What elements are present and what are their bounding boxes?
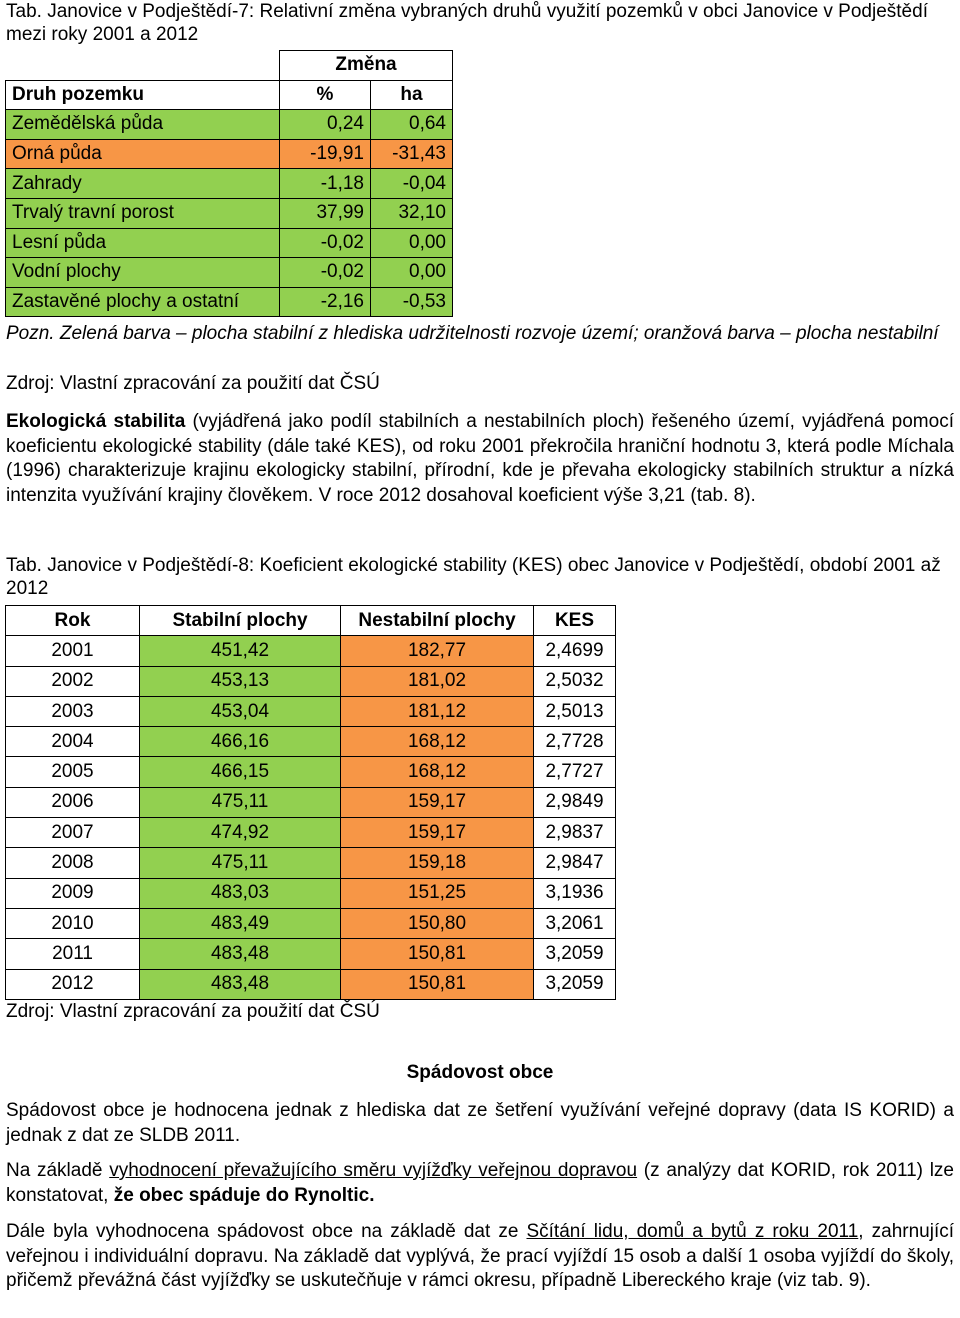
- table-row: [6, 787, 616, 817]
- table1-source: Zdroj: Vlastní zpracování za použití dat ČSÚ: [6, 373, 380, 394]
- cell-year: 2007: [6, 818, 140, 848]
- table1-note: Pozn. Zelená barva – plocha stabilní z hlediska udržitelnosti rozvoje území; oranžová barva – plocha nestabilní: [6, 323, 939, 344]
- cell-year: 2008: [6, 848, 140, 878]
- section-paragraph-3: [6, 1220, 954, 1294]
- table-row: [6, 727, 616, 757]
- cell-stable: 475,11: [140, 848, 341, 878]
- kes-table: [5, 605, 616, 1000]
- cell-year: 2003: [6, 696, 140, 726]
- cell-year: 2012: [6, 969, 140, 999]
- cell-pct: 0,24: [280, 110, 371, 140]
- cell-ha: 0,00: [371, 228, 453, 258]
- table-row: [6, 878, 616, 908]
- cell-unstable: 159,18: [341, 848, 534, 878]
- header-land-type: Druh pozemku: [6, 80, 280, 110]
- p2-mid: (z analýzy dat KORID, rok 2011) lze konstatovat,: [6, 1160, 955, 1206]
- header-ha: ha: [371, 80, 453, 110]
- cell-name: Zastavěné plochy a ostatní: [6, 287, 280, 317]
- paragraph-text: (vyjádřená jako podíl stabilních a nestabilních ploch) řešeného území, vyjádřená pomocí koeficientu ekologické stability (dále také KES), od roku 2001 překročila hraniční hodnotu 3, která podle Míchala (1996) charakterizuje krajinu ekologicky stabilní, přírodní, kde je převaha ekologicky stabilních struktur a nízká intenzita využívání krajiny člověkem. V roce 2012 dosahoval koeficient výše 3,21 (tab. 8).: [6, 411, 954, 506]
- cell-unstable: 150,81: [341, 969, 534, 999]
- table-row: [6, 287, 453, 317]
- header-kes: KES: [534, 606, 616, 636]
- cell-stable: 483,49: [140, 908, 341, 938]
- cell-kes: 2,7727: [534, 757, 616, 787]
- cell-year: 2010: [6, 908, 140, 938]
- cell-kes: 3,2059: [534, 969, 616, 999]
- cell-pct: 37,99: [280, 198, 371, 228]
- section-heading: Spádovost obce: [406, 1062, 554, 1083]
- cell-name: Zahrady: [6, 169, 280, 199]
- table-row: [6, 969, 616, 999]
- header-stable: Stabilní plochy: [140, 606, 341, 636]
- cell-pct: -2,16: [280, 287, 371, 317]
- header-unstable: Nestabilní plochy: [341, 606, 534, 636]
- cell-year: 2006: [6, 787, 140, 817]
- cell-year: 2001: [6, 636, 140, 666]
- cell-pct: -1,18: [280, 169, 371, 199]
- cell-name: Lesní půda: [6, 228, 280, 258]
- table-row: [6, 636, 616, 666]
- cell-kes: 2,9847: [534, 848, 616, 878]
- table2-source: Zdroj: Vlastní zpracování za použití dat ČSÚ: [6, 1001, 380, 1022]
- cell-unstable: 150,81: [341, 939, 534, 969]
- cell-year: 2009: [6, 878, 140, 908]
- p2-link[interactable]: vyhodnocení převažujícího směru vyjížďky veřejnou dopravou: [109, 1160, 638, 1181]
- header-change: Změna: [280, 51, 453, 81]
- cell-kes: 2,9837: [534, 818, 616, 848]
- cell-unstable: 181,02: [341, 666, 534, 696]
- section-paragraph-2: [6, 1159, 954, 1208]
- cell-stable: 453,04: [140, 696, 341, 726]
- cell-ha: -0,04: [371, 169, 453, 199]
- land-use-change-table: [5, 50, 453, 317]
- section-paragraph-1: Spádovost obce je hodnocena jednak z hlediska dat ze šetření využívání veřejné dopravy (data IS KORID) a jednak z dat ze SLDB 2011.: [6, 1100, 954, 1146]
- cell-stable: 483,48: [140, 939, 341, 969]
- cell-stable: 483,03: [140, 878, 341, 908]
- table-row: [6, 818, 616, 848]
- header-year: Rok: [6, 606, 140, 636]
- paragraph-bold-lead: Ekologická stabilita: [6, 411, 186, 432]
- cell-year: 2004: [6, 727, 140, 757]
- cell-unstable: 168,12: [341, 757, 534, 787]
- cell-unstable: 168,12: [341, 727, 534, 757]
- cell-unstable: 159,17: [341, 818, 534, 848]
- cell-year: 2011: [6, 939, 140, 969]
- cell-stable: 466,16: [140, 727, 341, 757]
- paragraph-eco-stability: [6, 410, 954, 508]
- table-row: [6, 908, 616, 938]
- cell-name: Orná půda: [6, 139, 280, 169]
- table-row: [6, 169, 453, 199]
- cell-stable: 475,11: [140, 787, 341, 817]
- header-percent: %: [280, 80, 371, 110]
- cell-name: Vodní plochy: [6, 258, 280, 288]
- cell-pct: -0,02: [280, 228, 371, 258]
- cell-kes: 2,9849: [534, 787, 616, 817]
- cell-name: Zemědělská půda: [6, 110, 280, 140]
- cell-pct: -19,91: [280, 139, 371, 169]
- table-row: [6, 939, 616, 969]
- cell-kes: 2,5013: [534, 696, 616, 726]
- cell-year: 2002: [6, 666, 140, 696]
- cell-unstable: 182,77: [341, 636, 534, 666]
- cell-kes: 3,2059: [534, 939, 616, 969]
- table-row: [6, 139, 453, 169]
- cell-stable: 483,48: [140, 969, 341, 999]
- table-row: [6, 696, 616, 726]
- cell-unstable: 151,25: [341, 878, 534, 908]
- table-row: [6, 198, 453, 228]
- cell-year: 2005: [6, 757, 140, 787]
- p3-link[interactable]: Sčítání lidu, domů a bytů z roku 2011: [526, 1221, 859, 1242]
- p3-post: , zahrnující veřejnou i individuální dopravu. Na základě dat vyplývá, že prací vyjíždí 15 osob a další 1 osoba vyjíždí do školy, přičemž převážná část vyjížďky se uskutečňuje v rámci okresu, případně Libereckého kraje (viz tab. 9).: [6, 1221, 954, 1292]
- table2-caption: Tab. Janovice v Podještědí-8: Koeficient ekologické stability (KES) obec Janovice v Podještědí, období 2001 až 2012: [6, 555, 941, 599]
- p2-pre: Na základě: [6, 1160, 110, 1181]
- cell-kes: 2,5032: [534, 666, 616, 696]
- cell-stable: 453,13: [140, 666, 341, 696]
- cell-stable: 466,15: [140, 757, 341, 787]
- cell-kes: 2,7728: [534, 727, 616, 757]
- cell-name: Trvalý travní porost: [6, 198, 280, 228]
- cell-stable: 451,42: [140, 636, 341, 666]
- p3-pre: Dále byla vyhodnocena spádovost obce na základě dat ze: [6, 1221, 527, 1242]
- cell-ha: -0,53: [371, 287, 453, 317]
- table-row: [6, 110, 453, 140]
- table-row: [6, 666, 616, 696]
- cell-unstable: 159,17: [341, 787, 534, 817]
- table1-caption: Tab. Janovice v Podještědí-7: Relativní změna vybraných druhů využití pozemků v obci Janovice v Podještědí mezi roky 2001 a 2012: [6, 1, 928, 45]
- cell-kes: 3,1936: [534, 878, 616, 908]
- table-row: [6, 757, 616, 787]
- p2-bold: že obec spáduje do Rynoltic.: [113, 1184, 375, 1206]
- cell-ha: 0,00: [371, 258, 453, 288]
- cell-kes: 3,2061: [534, 908, 616, 938]
- cell-kes: 2,4699: [534, 636, 616, 666]
- cell-unstable: 181,12: [341, 696, 534, 726]
- cell-stable: 474,92: [140, 818, 341, 848]
- table-row: [6, 848, 616, 878]
- cell-ha: 0,64: [371, 110, 453, 140]
- cell-unstable: 150,80: [341, 908, 534, 938]
- cell-ha: -31,43: [371, 139, 453, 169]
- table-row: [6, 228, 453, 258]
- cell-ha: 32,10: [371, 198, 453, 228]
- table-row: [6, 258, 453, 288]
- cell-pct: -0,02: [280, 258, 371, 288]
